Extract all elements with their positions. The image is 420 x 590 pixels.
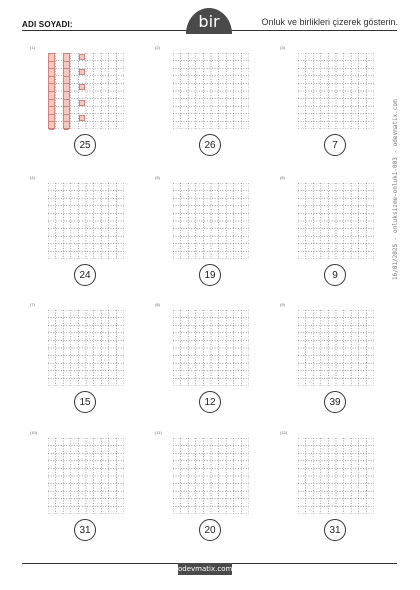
worksheet-header: [0, 0, 420, 40]
grid-lines: [173, 310, 249, 386]
rod-segment: [49, 92, 54, 100]
tens-rod: [63, 53, 70, 129]
problem-8: [155, 302, 255, 422]
number-circle: 19: [199, 264, 221, 286]
rod-segment: [49, 84, 54, 92]
problem-10: [30, 430, 130, 550]
grid-lines: [173, 183, 249, 259]
dot-grid: [298, 53, 374, 129]
dot-grid: [298, 183, 374, 259]
number-circle: 39: [324, 391, 346, 413]
brand-badge: [186, 8, 232, 34]
grid-lines: [173, 53, 249, 129]
ones-unit: [79, 84, 85, 90]
problem-2: [155, 45, 255, 165]
grid-lines: [48, 53, 124, 129]
problem-number: (5): [155, 175, 160, 180]
footer-brand: odevmatix.com: [178, 565, 233, 573]
dot-grid: [48, 53, 124, 129]
dot-grid: [48, 438, 124, 514]
dot-grid: [173, 438, 249, 514]
problem-5: [155, 175, 255, 295]
number-circle: 12: [199, 391, 221, 413]
ones-unit: [79, 54, 85, 60]
grid-lines: [298, 310, 374, 386]
dot-grid: [298, 310, 374, 386]
problem-number: (12): [280, 430, 288, 435]
dot-grid: [298, 438, 374, 514]
problem-9: [280, 302, 380, 422]
number-circle: 31: [74, 519, 96, 541]
problem-number: (1): [30, 45, 35, 50]
grid-lines: [48, 183, 124, 259]
tens-rod: [48, 53, 55, 129]
grid-lines: [173, 438, 249, 514]
grid-lines: [298, 438, 374, 514]
problem-number: (4): [30, 175, 35, 180]
rod-segment: [64, 77, 69, 85]
dot-grid: [173, 53, 249, 129]
rod-segment: [49, 122, 54, 130]
rod-segment: [49, 77, 54, 85]
rod-segment: [49, 100, 54, 108]
problem-6: [280, 175, 380, 295]
rod-segment: [49, 115, 54, 123]
dot-grid: [173, 183, 249, 259]
problem-number: (11): [155, 430, 162, 435]
rod-segment: [64, 54, 69, 62]
grid-lines: [298, 53, 374, 129]
ones-unit: [79, 100, 85, 106]
dot-grid: [173, 310, 249, 386]
problem-number: (3): [280, 45, 285, 50]
rod-segment: [64, 115, 69, 123]
brand-text: bir: [198, 12, 220, 31]
problem-number: (8): [155, 302, 160, 307]
number-circle: 20: [199, 519, 221, 541]
problem-12: [280, 430, 380, 550]
number-circle: 9: [324, 264, 346, 286]
rod-segment: [64, 92, 69, 100]
problem-7: [30, 302, 130, 422]
problem-number: (10): [30, 430, 38, 435]
problem-3: [280, 45, 380, 165]
ones-unit: [79, 69, 85, 75]
problem-11: [155, 430, 255, 550]
rod-segment: [64, 107, 69, 115]
rod-segment: [64, 100, 69, 108]
problem-4: [30, 175, 130, 295]
number-circle: 24: [74, 264, 96, 286]
rod-segment: [49, 107, 54, 115]
problem-number: (6): [280, 175, 285, 180]
rod-segment: [64, 69, 69, 77]
problem-number: (7): [30, 302, 35, 307]
instruction-text: Onluk ve birlikleri çizerek gösterin.: [261, 17, 398, 27]
ones-unit: [79, 115, 85, 121]
rod-segment: [49, 62, 54, 70]
rod-segment: [64, 62, 69, 70]
rod-segment: [49, 69, 54, 77]
rod-segment: [64, 84, 69, 92]
dot-grid: [48, 310, 124, 386]
side-date-source: 16/01/2025 - onluksizme-onluk1-003 - odevmatix.com: [392, 99, 399, 280]
grid-lines: [48, 438, 124, 514]
number-circle: 7: [324, 134, 346, 156]
grid-lines: [298, 183, 374, 259]
name-label: ADI SOYADI:: [22, 20, 73, 29]
rod-segment: [49, 54, 54, 62]
number-circle: 15: [74, 391, 96, 413]
problem-number: (9): [280, 302, 285, 307]
problem-1: [30, 45, 130, 165]
rod-segment: [64, 122, 69, 130]
number-circle: 26: [199, 134, 221, 156]
number-circle: 31: [324, 519, 346, 541]
problem-number: (2): [155, 45, 160, 50]
dot-grid: [48, 183, 124, 259]
grid-lines: [48, 310, 124, 386]
number-circle: 25: [74, 134, 96, 156]
